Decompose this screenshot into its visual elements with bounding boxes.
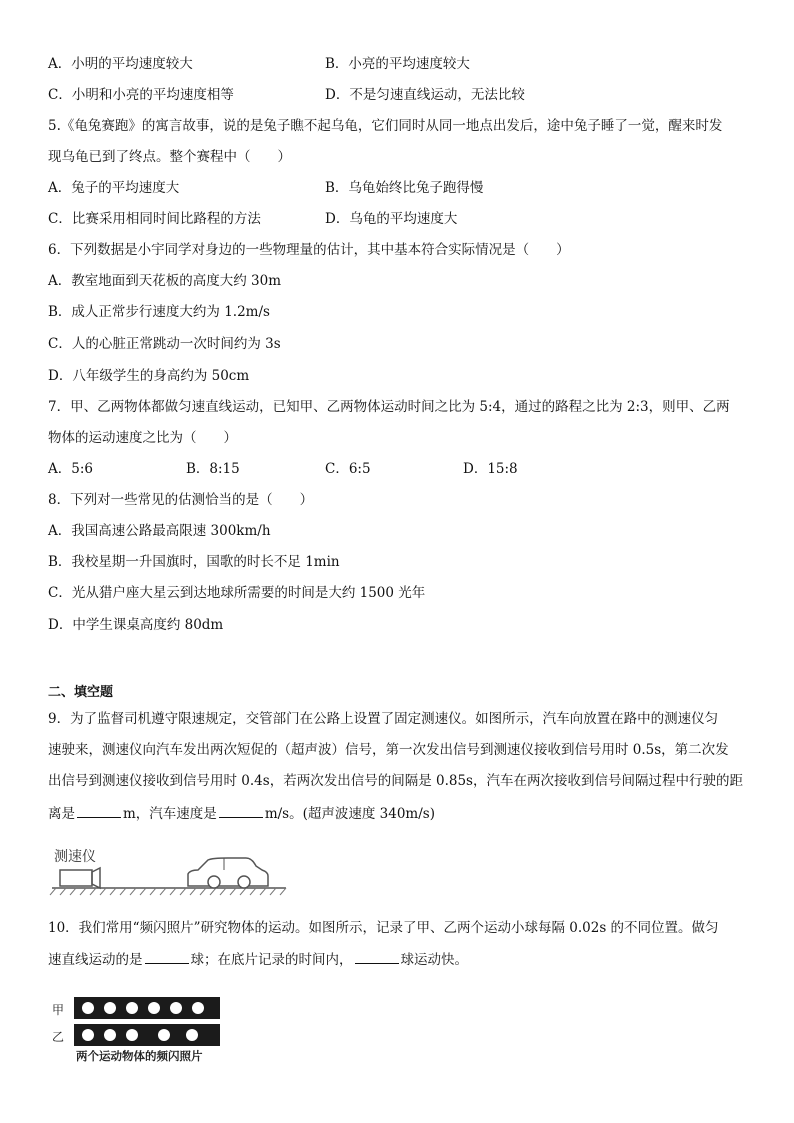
q9-answer-blank-distance[interactable] xyxy=(77,803,121,818)
q7-stem-line1: 7．甲、乙两物体都做匀速直线运动，已知甲、乙两物体运动时间之比为 5:4，通过的路程之比为 2:3，则甲、乙两 xyxy=(48,399,730,415)
q5-stem-line1: 5.《龟兔赛跑》的寓言故事，说的是兔子瞧不起乌龟，它们同时从同一地点出发后，途中兔子睡了一觉，醒来时发 xyxy=(48,118,723,134)
ball-jia xyxy=(104,1002,116,1014)
q9-text-a: 离是 xyxy=(48,806,75,822)
q6-stem: 6．下列数据是小宇同学对身边的一些物理量的估计，其中基本符合实际情况是（ ） xyxy=(48,242,570,258)
ball-yi xyxy=(126,1029,138,1041)
ball-jia xyxy=(148,1002,160,1014)
q9-stem-line2: 速驶来，测速仪向汽车发出两次短促的（超声波）信号，第一次发出信号到测速仪接收到信号用时 0.5s，第二次发 xyxy=(48,742,729,758)
q7-stem-line2: 物体的运动速度之比为（ ） xyxy=(48,430,237,446)
q6-option-d: D．八年级学生的身高约为 50cm xyxy=(48,368,250,384)
q5-option-d: D．乌龟的平均速度大 xyxy=(325,211,458,227)
q4-option-d: D．不是匀速直线运动，无法比较 xyxy=(325,87,525,103)
q9-answer-blank-speed[interactable] xyxy=(219,803,263,818)
q9-stem-line3: 出信号到测速仪接收到信号用时 0.4s，若两次发出信号的间隔是 0.85s，汽车在两次接收到信号间隔过程中行驶的距 xyxy=(48,773,743,789)
q10-stem-line2 xyxy=(48,949,468,970)
q7-option-a: A．5:6 xyxy=(48,461,93,477)
q9-stem-line1: 9．为了监督司机遵守限速规定，交管部门在公路上设置了固定测速仪。如图所示，汽车向放置在路中的测速仪匀 xyxy=(48,711,719,727)
q7-option-d: D．15:8 xyxy=(463,461,518,477)
q8-option-b: B．我校星期一升国旗时，国歌的时长不足 1min xyxy=(48,554,340,570)
q4-option-b: B．小亮的平均速度较大 xyxy=(325,56,470,72)
q4-option-c: C．小明和小亮的平均速度相等 xyxy=(48,87,234,103)
q5-stem-line2: 现乌龟已到了终点。整个赛程中（ ） xyxy=(48,149,291,165)
q9-text-b: m，汽车速度是 xyxy=(123,806,217,822)
q8-stem: 8．下列对一些常见的估测恰当的是（ ） xyxy=(48,492,314,508)
q6-option-a: A．教室地面到天花板的高度大约 30m xyxy=(48,273,282,289)
ball-jia xyxy=(192,1002,204,1014)
strip-label-yi: 乙 xyxy=(52,1030,65,1044)
speed-detector-figure xyxy=(48,836,288,900)
section-heading-fill-in: 二、填空题 xyxy=(48,685,114,700)
q6-option-c: C．人的心脏正常跳动一次时间约为 3s xyxy=(48,336,281,352)
strip-yi xyxy=(74,1024,220,1046)
strip-label-jia: 甲 xyxy=(52,1003,65,1017)
q5-option-b: B．乌龟始终比兔子跑得慢 xyxy=(325,180,484,196)
q8-option-c: C．光从猎户座大星云到达地球所需要的时间是大约 1500 光年 xyxy=(48,585,426,601)
q7-option-b: B．8:15 xyxy=(186,461,240,477)
ball-jia xyxy=(126,1002,138,1014)
strip-jia xyxy=(74,997,220,1019)
ball-yi xyxy=(158,1029,170,1041)
ball-yi xyxy=(186,1029,198,1041)
q10-answer-blank-faster[interactable] xyxy=(355,949,399,964)
q7-option-c: C．6:5 xyxy=(325,461,371,477)
ball-jia xyxy=(170,1002,182,1014)
q10-stem-line1: 10．我们常用“频闪照片”研究物体的运动。如图所示，记录了甲、乙两个运动小球每隔 0.02s 的不同位置。做匀 xyxy=(48,920,719,936)
ball-yi xyxy=(82,1029,94,1041)
q10-text-a: 速直线运动的是 xyxy=(48,952,143,968)
q6-option-b: B．成人正常步行速度大约为 1.2m/s xyxy=(48,304,270,320)
q4-option-a: A．小明的平均速度较大 xyxy=(48,56,193,72)
q10-answer-blank-uniform[interactable] xyxy=(145,949,189,964)
q8-option-a: A．我国高速公路最高限速 300km/h xyxy=(48,523,271,539)
ball-jia xyxy=(82,1002,94,1014)
q5-option-a: A．兔子的平均速度大 xyxy=(48,180,180,196)
q8-option-d: D．中学生课桌高度约 80dm xyxy=(48,617,224,633)
figure-caption: 两个运动物体的频闪照片 xyxy=(76,1049,203,1063)
q9-stem-line4 xyxy=(48,803,435,824)
q5-option-c: C．比赛采用相同时间比路程的方法 xyxy=(48,211,261,227)
q9-text-c: m/s。(超声波速度 340m/s) xyxy=(264,806,435,822)
ball-yi xyxy=(104,1029,116,1041)
speed-detector-label: 测速仪 xyxy=(54,849,96,865)
q10-text-c: 球运动快。 xyxy=(400,952,468,968)
q10-text-b: 球；在底片记录的时间内， xyxy=(190,952,353,968)
